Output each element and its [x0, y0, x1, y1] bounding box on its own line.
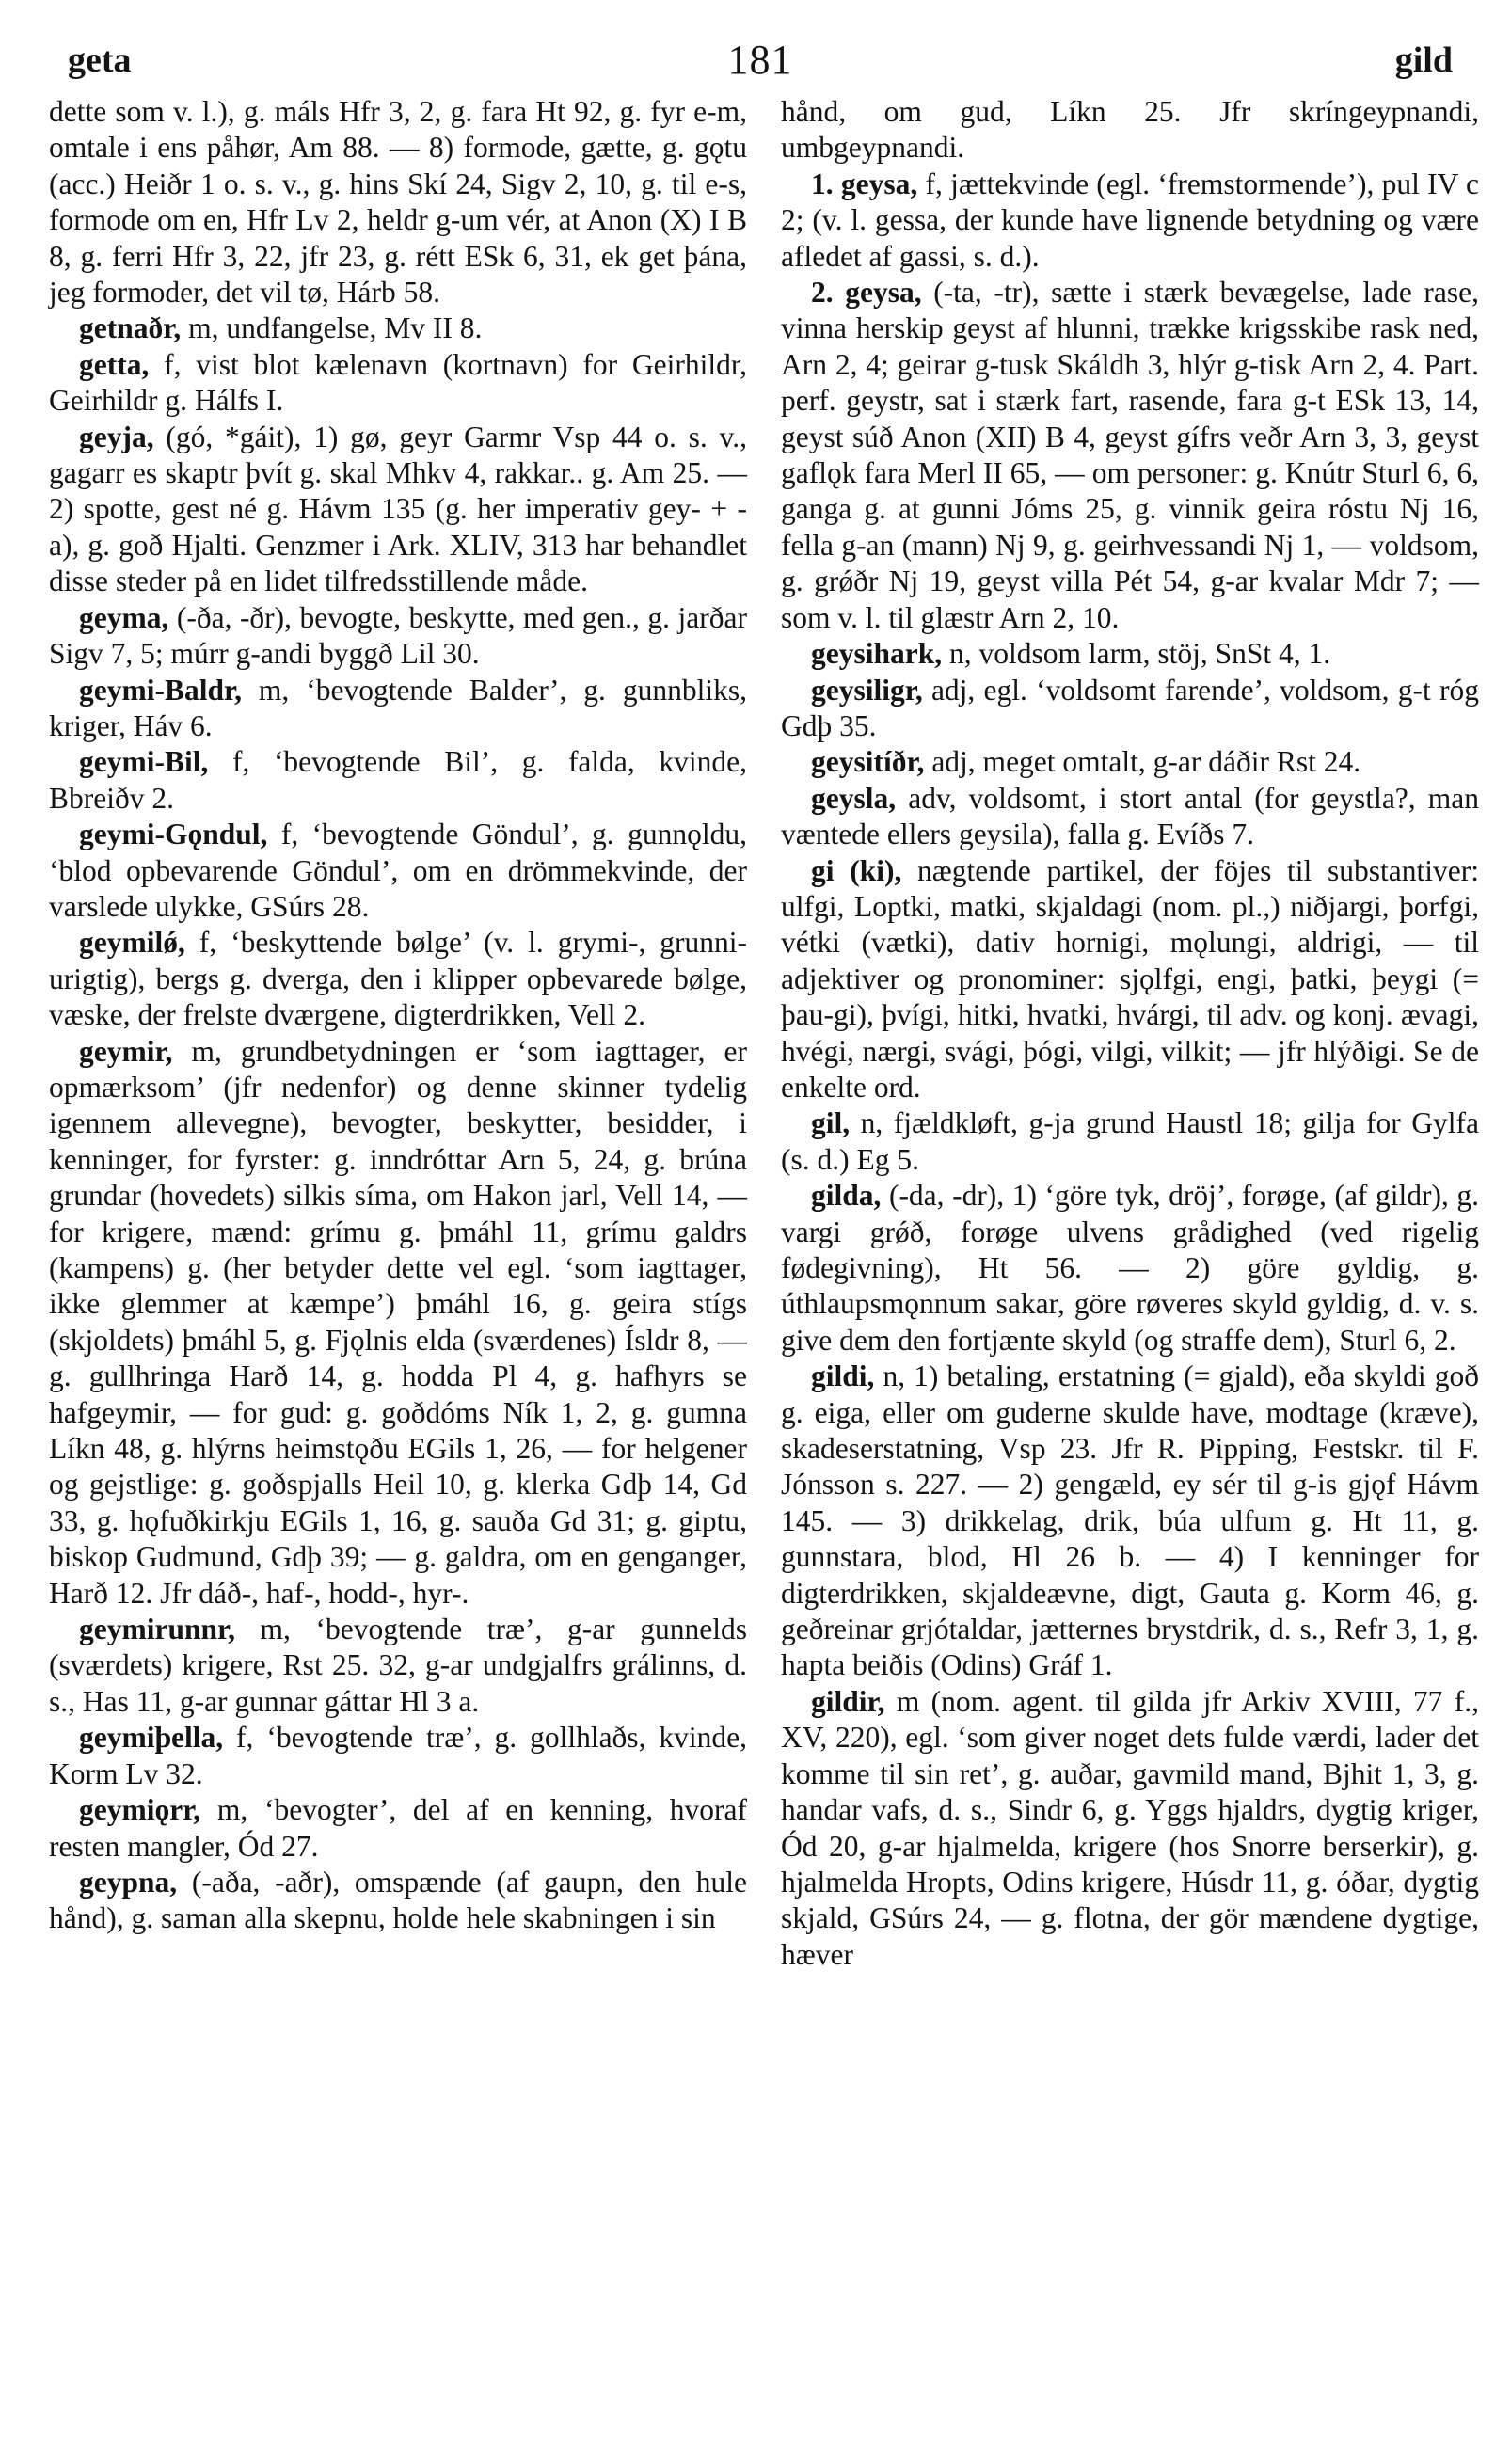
entry-headword: 2. geysa, — [811, 276, 922, 310]
entry-definition: f, ‘bevogtende Bil’, g. falda, kvinde, Bbreiðv 2. — [49, 745, 747, 815]
dictionary-entry — [781, 853, 1479, 1106]
entry-headword: geymir, — [79, 1034, 173, 1068]
dictionary-entry — [781, 1359, 1479, 1684]
entry-headword: geypna, — [79, 1865, 178, 1899]
entry-definition: f, ‘bevogtende Göndul’, g. gunnǫldu, ‘blod opbevarende Göndul’, om en drömmekvinde, der varslede ulykke, GSúrs 28. — [49, 818, 747, 923]
entry-definition: dette som v. l.), g. máls Hfr 3, 2, g. fara Ht 92, g. fyr e-m, omtale i ens påhør, Am 88. — 8) formode, gætte, g. gǫtu (acc.) Heiðr 1 o. s. v., g. hins Skí 24, Sigv 2, 10, g. til e-s, formode om en, Hfr Lv 2, heldr g-um vér, at Anon (X) I B 8, g. ferri Hfr 3, 22, jfr 23, g. rétt ESk 6, 31, ek get þána, jeg formoder, det vil tø, Hárb 58. — [49, 95, 747, 310]
dictionary-entry — [781, 781, 1479, 853]
entry-definition: (-ta, -tr), sætte i stærk bevægelse, lade rase, vinna herskip geyst af hlunni, trække krigsskibe rask ned, Arn 2, 4; geirar g-tusk Skáldh 3, hlýr g-tisk Arn 2, 4. Part. perf. geystr, sat i stærk fart, rasende, fara g-t ESk 13, 14, geyst súð Anon (XII) B 4, geyst gífrs veðr Arn 3, 3, geyst gaflǫk fara Merl II 65, — om personer: g. Knútr Sturl 6, 6, ganga g. at gunni Jóms 25, g. vinnik geira róstu Nj 16, fella g-an (mann) Nj 9, g. geirhvessandi Nj 1, — voldsom, g. grǿðr Nj 19, geyst villa Pét 54, g-ar kvalar Mdr 7; — som v. l. til glæstr Arn 2, 10. — [781, 276, 1479, 634]
entry-headword: geysitíðr, — [811, 745, 925, 779]
entry-headword: geymi-Gǫndul, — [79, 818, 268, 851]
entry-definition: n, 1) betaling, erstatning (= gjald), eða skyldi goð g. eiga, eller om guderne skulde have, modtage (kræve), skadeserstatning, Vsp 23. Jfr R. Pipping, Festskr. til F. Jónsson s. 227. — 2) gengæld, ey sér til g-is gjǫf Hávm 145. — 3) drikkelag, drik, búa ulfum g. Ht 11, g. gunnstara, blod, Hl 26 b. — 4) I kenninger for digterdrikken, skjaldeævne, digt, Gauta g. Korm 46, g. geðreinar grjótaldar, jætternes brystdrik, d. s., Refr 3, 1, g. hapta beiðis (Odins) Gráf 1. — [781, 1359, 1479, 1682]
dictionary-entry — [49, 1792, 747, 1865]
dictionary-entry — [49, 600, 747, 673]
entry-definition: adv, voldsomt, i stort antal (for geystla?, man væntede ellers geysila), falla g. Evíðs 7. — [781, 781, 1479, 851]
dictionary-entry — [781, 1105, 1479, 1178]
entry-definition: (gó, *gáit), 1) gø, geyr Garmr Vsp 44 o. s. v., gagarr es skaptr þvít g. skal Mhkv 4, rakkar.. g. Am 25. — 2) spotte, gest né g. Hávm 135 (g. her imperativ gey- + -a), g. goð Hjalti. Genzmer i Ark. XLIV, 313 har behandlet disse steder på en lidet tilfredsstillende måde. — [49, 420, 747, 598]
entry-headword: geymirunnr, — [79, 1613, 235, 1646]
entry-headword: getnaðr, — [79, 311, 182, 345]
entry-headword: gil, — [811, 1106, 851, 1140]
header-right-catchword: gild — [1394, 40, 1453, 80]
page-number: 181 — [727, 37, 793, 83]
entry-definition: f, jættekvinde (egl. ‘fremstormende’), pul IV c 2; (v. l. gessa, der kunde have lignende betydning og være afledet af gassi, s. d.). — [781, 167, 1479, 273]
entry-definition: f, ‘bevogtende træ’, g. gollhlaðs, kvinde, Korm Lv 32. — [49, 1721, 747, 1790]
entry-definition: m (nom. agent. til gilda jfr Arkiv XVIII, 77 f., XV, 220), egl. ‘som giver noget dets fulde værdi, lader det komme til sin ret’, g. auðar, gavmild mand, Bjhit 1, 3, g. handar vafs, d. s., Sindr 6, g. Yggs hjaldrs, dygtig kriger, Ód 20, g-ar hjalmelda, krigere (hos Snorre berserkir), g. hjalmelda Hropts, Odins krigere, Húsdr 11, g. óðar, dygtig skjald, GSúrs 24, — g. flotna, der gör mændene dygtige, hæver — [781, 1684, 1479, 1971]
entry-headword: gildir, — [811, 1684, 885, 1718]
entry-definition: m, undfangelse, Mv II 8. — [181, 311, 483, 345]
dictionary-entry — [781, 1684, 1479, 1973]
entry-headword: geymilǿ, — [79, 926, 185, 960]
dictionary-entry — [49, 744, 747, 817]
entry-definition: (-aða, -aðr), omspænde (af gaupn, den hule hånd), g. saman alla skepnu, holde hele skabningen i sin — [49, 1865, 747, 1935]
entry-definition: f, vist blot kælenavn (kortnavn) for Geirhildr, Geirhildr g. Hálfs I. — [49, 347, 747, 418]
entry-headword: geysihark, — [811, 637, 943, 671]
dictionary-entry — [49, 925, 747, 1033]
entry-definition: adj, egl. ‘voldsomt farende’, voldsom, g-t róg Gdþ 35. — [781, 673, 1479, 742]
entry-headword: geysla, — [811, 781, 897, 815]
header-left-catchword: geta — [68, 40, 132, 80]
dictionary-entry — [49, 94, 747, 310]
right-column — [781, 94, 1479, 1973]
dictionary-entry — [781, 167, 1479, 275]
entry-definition: m, ‘bevogter’, del af en kenning, hvoraf resten mangler, Ód 27. — [49, 1793, 747, 1863]
dictionary-entry — [781, 744, 1479, 780]
entry-definition: (-da, -dr), 1) ‘göre tyk, dröj’, forøge, (af gildr), g. vargi grǿð, forøge ulvens grådighed (ved rigelig fødegivning), Ht 56. — 2) göre gyldig, g. úthlaupsmǫnnum sakar, göre røveres skyld gyldig, d. v. s. give dem den fortjænte skyld (og straffe dem), Sturl 6, 2. — [781, 1179, 1479, 1357]
entry-definition: adj, meget omtalt, g-ar dáðir Rst 24. — [924, 745, 1361, 779]
entry-definition: m, ‘bevogtende træ’, g-ar gunnelds (sværdets) krigere, Rst 25. 32, g-ar undgjalfrs grálinns, d. s., Has 11, g-ar gunnar gáttar Hl 3 a. — [49, 1613, 747, 1718]
entry-headword: geyja, — [79, 420, 154, 453]
entry-definition: f, ‘beskyttende bølge’ (v. l. grymi-, grunni- urigtig), bergs g. dverga, den i klipper opbevarede bølge, væske, der frelste dværgene, digterdrikken, Vell 2. — [49, 926, 747, 1032]
entry-headword: geymi-Baldr, — [79, 673, 242, 707]
dictionary-entry — [781, 275, 1479, 636]
dictionary-entry — [781, 636, 1479, 672]
entry-definition: hånd, om gud, Líkn 25. Jfr skríngeypnandi, umbgeypnandi. — [781, 95, 1479, 165]
dictionary-entry — [49, 420, 747, 600]
entry-definition: m, grundbetydningen er ‘som iagttager, er opmærksom’ (jfr nedenfor) og denne skinner tydelig igennem allevegne), bevogter, beskytter, besidder, i kenninger, for fyrster: g. inndróttar Arn 5, 24, g. brúna grundar (hovedets) silkis síma, om Hakon jarl, Vell 14, — for krigere, mænd: grímu g. þmáhl 11, grímu galdrs (kampens) g. (her betyder dette vel egl. ‘som iagttager, ikke glemmer at kæmpe’) þmáhl 16, g. geira stígs (skjoldets) þmáhl 5, g. Fjǫlnis elda (sværdenes) Ísldr 8, — g. gullhringa Harð 14, g. hodda Pl 4, g. hafhyrs se hafgeymir, — for gud: g. goðdóms Ník 1, 2, g. gumna Líkn 48, g. hlýrns heimstǫðu EGils 1, 26, — for helgener og gejstlige: g. goðspjalls Heil 10, g. klerka Gdþ 14, Gd 33, g. hǫfuðkirkju EGils 1, 16, g. sauða Gd 31; g. giptu, biskop Gudmund, Gdþ 39; — g. galdra, om en genganger, Harð 12. Jfr dáð-, haf-, hodd-, hyr-. — [49, 1034, 747, 1610]
dictionary-entry — [49, 310, 747, 346]
entry-headword: gildi, — [811, 1359, 875, 1393]
entry-headword: getta, — [79, 347, 150, 381]
dictionary-entry — [49, 347, 747, 420]
dictionary-entry — [781, 673, 1479, 745]
entry-definition: nægtende partikel, der föjes til substantiver: ulfgi, Loptki, matki, skjaldagi (nom. pl.,) niðjargi, þorfgi, vétki (vætki), dativ hornigi, mǫlungi, aldrigi, — til adjektiver og pronominer: sjǫlfgi, engi, þatki, þeygi (= þau-gi), þvígi, hitki, hvatki, hvárgi, til adv. og konj. ævagi, hvégi, nærgi, svági, þógi, vilgi, vilkit; — jfr hlýðigi. Se de enkelte ord. — [781, 853, 1479, 1104]
dictionary-entry — [49, 1720, 747, 1792]
left-column — [49, 94, 747, 1937]
entry-headword: gilda, — [811, 1179, 882, 1213]
entry-headword: geyma, — [79, 600, 169, 634]
entry-headword: gi (ki), — [811, 853, 902, 887]
dictionary-entry — [49, 1034, 747, 1613]
entry-headword: geymiþella, — [79, 1721, 224, 1755]
dictionary-entry — [781, 94, 1479, 167]
entry-headword: 1. geysa, — [811, 167, 918, 200]
dictionary-entry — [49, 817, 747, 925]
dictionary-entry — [781, 1178, 1479, 1359]
dictionary-entry — [49, 1612, 747, 1720]
dictionary-entry — [49, 1865, 747, 1937]
page-header — [68, 32, 1453, 98]
entry-headword: geymi-Bil, — [79, 745, 209, 779]
entry-definition: n, voldsom larm, stöj, SnSt 4, 1. — [942, 637, 1331, 671]
entry-headword: geymiǫrr, — [79, 1793, 201, 1827]
entry-definition: n, fjældkløft, g-ja grund Haustl 18; gilja for Gylfa (s. d.) Eg 5. — [781, 1106, 1479, 1176]
dictionary-entry — [49, 673, 747, 745]
entry-headword: geysiligr, — [811, 673, 923, 707]
entry-definition: m, ‘bevogtende Balder’, g. gunnbliks, kriger, Háv 6. — [49, 673, 747, 742]
entry-definition: (-ða, -ðr), bevogte, beskytte, med gen., g. jarðar Sigv 7, 5; múrr g-andi byggð Lil 30. — [49, 600, 747, 671]
